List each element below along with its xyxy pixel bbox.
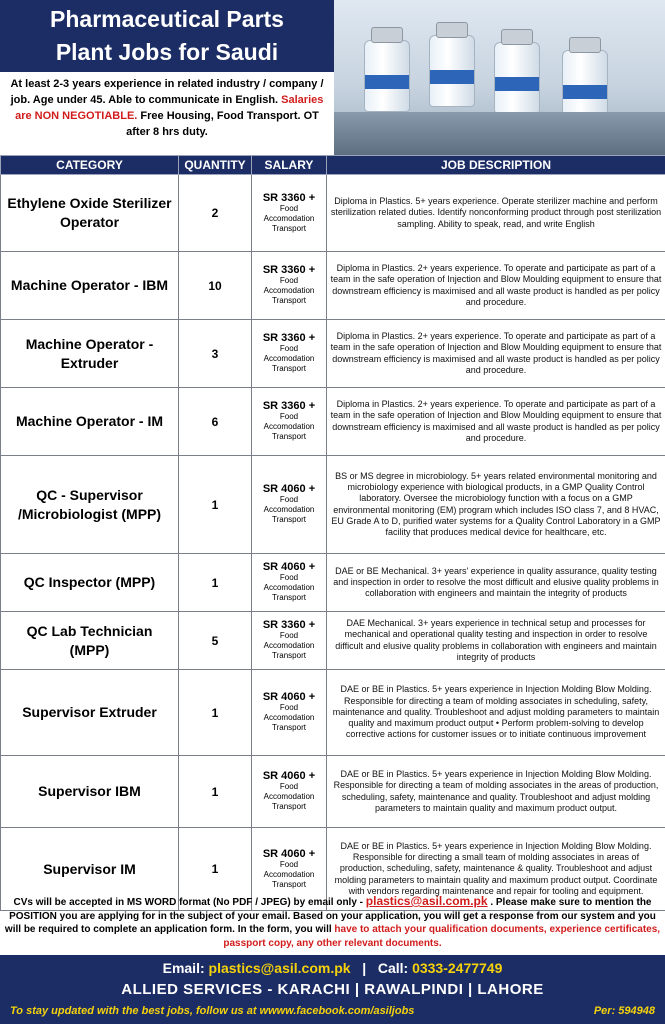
salary-benefit: Accomodation xyxy=(263,213,315,223)
contact-footer xyxy=(0,955,665,1024)
table-header-row xyxy=(1,156,665,175)
table-row xyxy=(1,320,665,388)
job-quantity: 5 xyxy=(179,612,252,670)
follow-line xyxy=(0,1001,665,1021)
salary-benefit: Food xyxy=(279,276,299,285)
salary-amount: SR 3360 + xyxy=(262,264,316,276)
job-description: DAE or BE in Plastics. 5+ years experience in Injection Molding Blow Molding. Responsible for directing a team of molding associates in scheduling, safety, maintenance and quality. Troubleshoot and adjust molding parameters to maintain quality and maximum product output • Perform problem-solving to develop corrective actions for customer issues or to initiate continuous improvement xyxy=(327,670,665,756)
application-instructions: CVs will be accepted in MS WORD format (No PDF / JPEG) by email only - plastics@asil.com.pk . Please make sure to mention the POSITION you are applying for in the subject of your email. Based on your application, you will get a response from our system and you will be required to complete an application form. In the form, you will have to attach your qualification documents, experience certificates, passport copy, any other relevant documents. xyxy=(4,894,661,949)
job-quantity: 6 xyxy=(179,388,252,456)
intro-requirements: At least 2-3 years experience in related industry / company / job. Age under 45. Able to communicate in English. Salaries are NON NEGOTIABLE. Free Housing, Food Transport. OT after 8 hrs duty. xyxy=(10,78,324,138)
job-quantity: 1 xyxy=(179,554,252,612)
salary-benefit: Food xyxy=(279,859,299,869)
salary-benefit: Transport xyxy=(272,651,306,660)
apply-email-link[interactable]: plastics@asil.com.pk xyxy=(365,894,488,908)
job-salary xyxy=(252,175,327,252)
job-category: QC Inspector (MPP) xyxy=(1,554,179,612)
salary-benefit: Accomodation xyxy=(263,354,315,363)
job-quantity: 1 xyxy=(179,756,252,828)
table-row xyxy=(1,252,665,320)
job-description: Diploma in Plastics. 2+ years experience. To operate and participate as part of a team in the safe operation of Injection and Blow Moulding equipment to ensure that downstream efficiency is maximised and all waste product is handled as per policy and procedure. xyxy=(327,388,665,456)
salary-benefit: Transport xyxy=(272,723,306,732)
salary-benefit: Accomodation xyxy=(263,505,315,514)
job-category: Supervisor Extruder xyxy=(1,670,179,756)
table-row xyxy=(1,554,665,612)
salary-amount: SR 3360 + xyxy=(262,332,316,344)
footer-email[interactable]: plastics@asil.com.pk xyxy=(208,960,351,976)
salary-notice: Salaries are NON NEGOTIABLE. xyxy=(15,94,324,122)
job-category: QC Lab Technician (MPP) xyxy=(1,612,179,670)
job-quantity: 10 xyxy=(179,252,252,320)
table-row xyxy=(1,756,665,828)
salary-amount: SR 3360 + xyxy=(262,400,316,412)
salary-benefit: Food xyxy=(279,412,299,421)
salary-benefit: Food xyxy=(279,203,299,213)
job-salary xyxy=(252,670,327,756)
job-salary xyxy=(252,612,327,670)
jobs-table xyxy=(0,155,665,911)
job-description: DAE Mechanical. 3+ years experience in technical setup and processes for mechanical and operational quality testing and inspection in order to resolve difficult and elusive quality problems in collaboration with engineers and maintain integrity of products xyxy=(327,612,665,670)
salary-benefit: Accomodation xyxy=(263,641,315,650)
job-quantity: 1 xyxy=(179,456,252,554)
permit-number: Per: 594948 xyxy=(593,1005,655,1017)
table-row xyxy=(1,456,665,554)
job-salary xyxy=(252,320,327,388)
job-category: Machine Operator - Extruder xyxy=(1,320,179,388)
salary-amount: SR 3360 + xyxy=(262,619,316,631)
title-line-1: Pharmaceutical Parts xyxy=(50,6,284,32)
job-category: Machine Operator - IBM xyxy=(1,252,179,320)
salary-benefit: Food xyxy=(279,782,299,791)
job-quantity: 3 xyxy=(179,320,252,388)
salary-amount: SR 4060 + xyxy=(262,770,316,782)
table-row xyxy=(1,670,665,756)
job-category: QC - Supervisor /Microbiologist (MPP) xyxy=(1,456,179,554)
salary-benefit: Transport xyxy=(272,432,306,441)
required-documents: have to attach your qualification documents, experience certificates, passport copy, any other relevant documents. xyxy=(223,924,661,949)
header-description: JOB DESCRIPTION xyxy=(327,156,665,175)
salary-benefit: Food xyxy=(279,703,299,712)
job-category: Supervisor IBM xyxy=(1,756,179,828)
company-locations: ALLIED SERVICES - KARACHI | RAWALPINDI | LAHORE xyxy=(121,981,544,998)
job-category: Ethylene Oxide Sterilizer Operator xyxy=(1,175,179,252)
job-salary xyxy=(252,756,327,828)
header-quantity: QUANTITY xyxy=(179,156,252,175)
title-line-2: Plant Jobs for Saudi xyxy=(55,39,279,65)
salary-benefit: Accomodation xyxy=(263,286,315,295)
salary-benefit: Food xyxy=(279,495,299,504)
header-category: CATEGORY xyxy=(1,156,179,175)
title-banner xyxy=(0,0,334,72)
job-category: Supervisor IM xyxy=(1,828,179,911)
table-row xyxy=(1,612,665,670)
ad-header xyxy=(0,0,665,155)
job-description: DAE or BE Mechanical. 3+ years' experience in quality assurance, quality testing and inspection in order to resolve the most difficult and elusive quality problems in collaboration with engineers and maintain the integrity of products xyxy=(327,554,665,612)
vials-production-photo xyxy=(334,0,665,155)
salary-amount: SR 4060 + xyxy=(262,561,316,573)
salary-benefit: Food xyxy=(279,631,299,640)
salary-benefit: Transport xyxy=(272,296,306,305)
salary-benefit: Accomodation xyxy=(263,583,315,592)
job-description: Diploma in Plastics. 2+ years experience. To operate and participate as part of a team in the safe operation of Injection and Blow Moulding equipment to ensure that downstream efficiency is maximised and all waste product is handled as per policy and procedure. xyxy=(327,252,665,320)
facebook-follow-text[interactable]: To stay updated with the best jobs, follow us at wwww.facebook.com/asiljobs xyxy=(10,1005,415,1017)
job-description: Diploma in Plastics. 5+ years experience. Operate sterilizer machine and perform sterilization related duties. Identify nonconforming product through post sterilization sampling. Ability to speak, read, and write English xyxy=(327,175,665,252)
salary-benefit: Transport xyxy=(272,515,306,524)
job-description: Diploma in Plastics. 2+ years experience. To operate and participate as part of a team in the safe operation of Injection and Blow Moulding equipment to ensure that downstream efficiency is maximised and all waste product is handled as per policy and procedure. xyxy=(327,320,665,388)
job-description: DAE or BE in Plastics. 5+ years experience in Injection Molding Blow Molding. Responsible for directing a small team of molding associates in areas of production, scheduling, safety, maintenance & quality. Troubleshoot and adjust molding parameters to maintain quality and maximum product output. Coordinate with vendors regarding maintenance and repair for tooling and equipment. xyxy=(327,828,665,911)
job-quantity: 1 xyxy=(179,828,252,911)
salary-benefit: Food xyxy=(279,573,299,582)
job-description: DAE or BE in Plastics. 5+ years experience in Injection Molding Blow Molding. Responsible for directing a team of molding associates in the areas of production, scheduling, safety, maintenance and quality. Troubleshoot and adjust molding parameters to maintain quality and maximum product output. xyxy=(327,756,665,828)
job-salary xyxy=(252,554,327,612)
salary-amount: SR 4060 + xyxy=(262,847,316,860)
salary-amount: SR 4060 + xyxy=(262,691,316,703)
table-row xyxy=(1,175,665,252)
salary-benefit: Transport xyxy=(272,364,306,373)
job-quantity: 1 xyxy=(179,670,252,756)
salary-benefit: Transport xyxy=(272,879,306,889)
footer-phone[interactable]: 0333-2477749 xyxy=(412,960,503,976)
salary-benefit: Accomodation xyxy=(263,713,315,722)
job-description: BS or MS degree in microbiology. 5+ years related environmental monitoring and microbiology experience with biological products, in a GMP Quality Control laboratory. Oversee the microbiology function with a focus on a GMP environmental monitoring (EM) program which includes ISO class 7, and 8 HVAC, EU Grade A to D, purified water systems for a Quality Control Laboratory in a GMP facility that produces medical device for healthcare, etc. xyxy=(327,456,665,554)
salary-benefit: Accomodation xyxy=(263,422,315,431)
salary-amount: SR 4060 + xyxy=(262,483,316,495)
salary-benefit: Transport xyxy=(272,593,306,602)
job-quantity: 2 xyxy=(179,175,252,252)
salary-benefit: Accomodation xyxy=(263,869,315,879)
job-salary xyxy=(252,456,327,554)
header-salary: SALARY xyxy=(252,156,327,175)
job-salary xyxy=(252,252,327,320)
table-row xyxy=(1,388,665,456)
salary-benefit: Accomodation xyxy=(263,792,315,801)
job-category: Machine Operator - IM xyxy=(1,388,179,456)
salary-benefit: Transport xyxy=(272,802,306,811)
contact-line: Email: plastics@asil.com.pk | Call: 0333-2477749 xyxy=(162,960,503,976)
salary-benefit: Transport xyxy=(272,223,306,233)
job-salary xyxy=(252,388,327,456)
salary-benefit: Food xyxy=(279,344,299,353)
salary-amount: SR 3360 + xyxy=(262,191,316,204)
